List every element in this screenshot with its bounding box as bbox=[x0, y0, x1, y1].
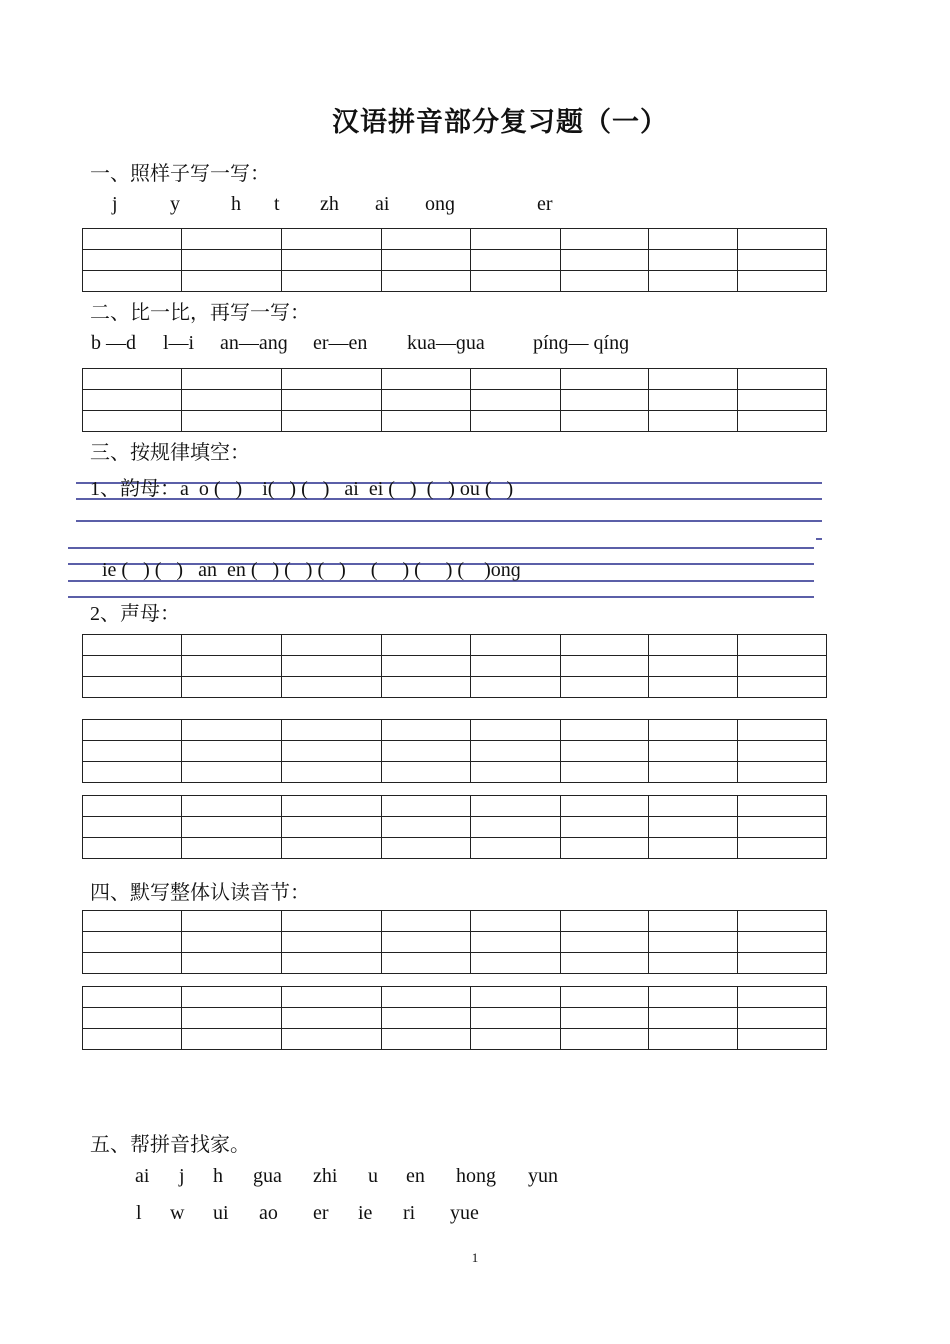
s1-letter: er bbox=[537, 193, 553, 215]
writing-grid[interactable] bbox=[82, 986, 827, 1050]
s1-letter: h bbox=[231, 193, 241, 215]
writing-grid[interactable] bbox=[82, 368, 827, 432]
writing-grid[interactable] bbox=[82, 634, 827, 698]
s1-letter: t bbox=[274, 193, 280, 215]
initials-subheading: 2、声母： bbox=[90, 603, 180, 625]
s2-pair: l—i bbox=[163, 332, 195, 354]
s5-syllable: w bbox=[170, 1202, 185, 1224]
s2-pair: kua—ɡua bbox=[407, 332, 485, 354]
page-number: 1 bbox=[471, 1250, 479, 1265]
s1-letter: j bbox=[112, 193, 118, 215]
section-1-heading: 一、照样子写一写： bbox=[90, 163, 270, 185]
s2-pair: an—anɡ bbox=[220, 332, 288, 354]
guide-line bbox=[68, 547, 814, 549]
s5-syllable: h bbox=[213, 1165, 223, 1187]
s5-syllable: u bbox=[368, 1165, 378, 1187]
s5-syllable: hong bbox=[456, 1165, 496, 1187]
finals-fill-in-line-2: ie ( ) ( ) an en ( ) ( ) ( ) ( ) ( ) ( )onɡ bbox=[102, 559, 521, 581]
section-2-heading: 二、比一比，再写一写： bbox=[90, 302, 310, 324]
section-3-heading: 三、按规律填空： bbox=[90, 442, 250, 464]
s5-syllable: zhi bbox=[313, 1165, 338, 1187]
s2-pair: b —d bbox=[91, 332, 136, 354]
guide-line bbox=[76, 520, 822, 522]
s5-syllable: l bbox=[136, 1202, 142, 1224]
page-title: 汉语拼音部分复习题（一） bbox=[332, 107, 668, 137]
s5-syllable: en bbox=[406, 1165, 425, 1187]
s5-syllable: gua bbox=[253, 1165, 282, 1187]
s1-letter: y bbox=[170, 193, 180, 215]
s5-syllable: er bbox=[313, 1202, 329, 1224]
guide-line bbox=[816, 538, 822, 540]
s2-pair: er—en bbox=[313, 332, 368, 354]
writing-grid[interactable] bbox=[82, 719, 827, 783]
writing-grid[interactable] bbox=[82, 910, 827, 974]
section-4-heading: 四、默写整体认读音节： bbox=[90, 882, 310, 904]
s1-letter: onɡ bbox=[425, 193, 455, 215]
s5-syllable: ri bbox=[403, 1202, 416, 1224]
s5-syllable: ai bbox=[135, 1165, 150, 1187]
s5-syllable: yun bbox=[528, 1165, 558, 1187]
s1-letter: ai bbox=[375, 193, 390, 215]
s5-syllable: ao bbox=[259, 1202, 278, 1224]
s1-letter: zh bbox=[320, 193, 339, 215]
s5-syllable: ui bbox=[213, 1202, 229, 1224]
writing-grid[interactable] bbox=[82, 795, 827, 859]
writing-grid[interactable] bbox=[82, 228, 827, 292]
s5-syllable: yue bbox=[450, 1202, 479, 1224]
s5-syllable: j bbox=[179, 1165, 185, 1187]
finals-fill-in-line-1: 1、韵母：a o ( ) i( ) ( ) ai ei ( ) ( ) ou ( ) bbox=[90, 478, 514, 500]
section-5-heading: 五、帮拼音找家。 bbox=[90, 1134, 250, 1156]
s5-syllable: ie bbox=[358, 1202, 373, 1224]
s2-pair: pínɡ— qínɡ bbox=[533, 332, 630, 354]
